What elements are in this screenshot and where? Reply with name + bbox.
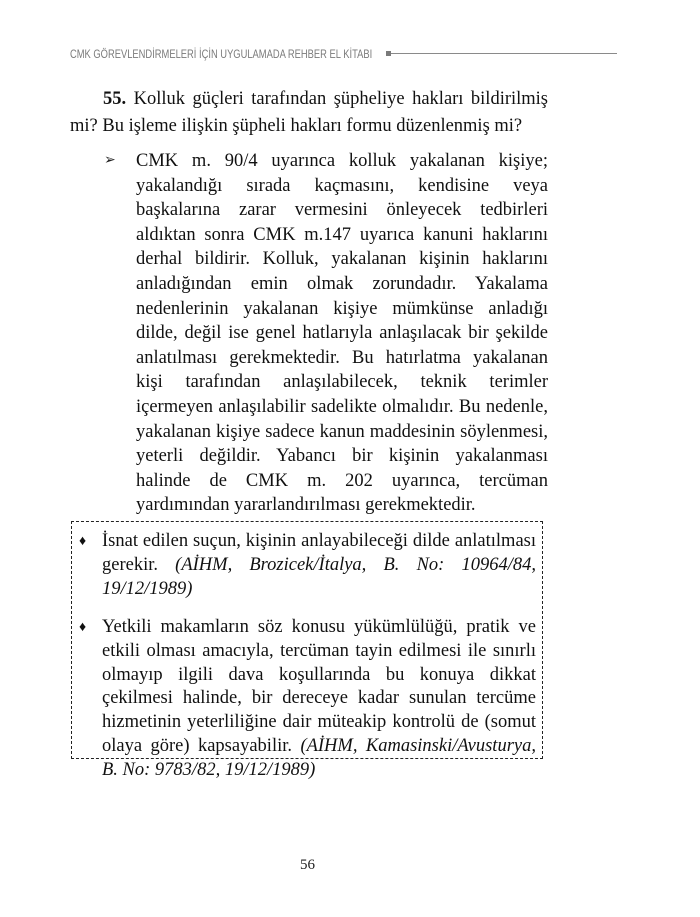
question-number: 55. <box>103 89 127 109</box>
running-header-title: CMK GÖREVLENDİRMELERİ İÇİN UYGULAMADA REHBER EL KİTABI <box>70 47 373 61</box>
case-law-text: İsnat edilen suçun, kişinin anlayabileceği dilde anlatılması gerekir. <box>102 531 536 575</box>
case-law-citation: (AİHM, Kamasinski/Avusturya, B. No: 9783/82, 19/12/1989) <box>102 735 536 780</box>
case-law-text: Yetkili makamların söz konusu yükümlülüğü, pratik ve etkili olması amacıyla, tercüman tayin edilmesi ile sınırlı olmayıp ilgili dava koşullarında bu konuya dikkat çekilmesi halinde, bir dereceye kadar sunulan tercüme hizmetinin yeterliliğine dair müteakip kontrolü de (somut olaya göre) kapsayabilir. <box>102 617 536 756</box>
case-law-box <box>71 521 543 780</box>
question-text: Kolluk güçleri tarafından şüpheliye hakları bildirilmiş mi? Bu işleme ilişkin şüpheli hakları formu düzenlenmiş mi? <box>70 89 549 136</box>
case-law-item <box>72 616 542 783</box>
running-header <box>70 45 550 63</box>
header-rule <box>391 53 617 54</box>
diamond-bullet-icon: ♦ <box>79 620 87 635</box>
answer-text: CMK m. 90/4 uyarınca kolluk yakalanan kişiye; yakalandığı sırada kaçmasını, kendisine veya başkalarına zarar vermesini önleyecek tedbirleri aldıktan sonra CMK m.147 uyarıca kanuni haklarını derhal bildirir. Kolluk, yakalanan kişinin haklarını anladığından emin olmak zorundadır. Yakalama nedenlerinin yakalanan kişiye mümkünse anladığı dilde, değil ise genel hatlarıyla anlaşılacak bir şekilde anlatılması gerekmektedir. Bu hatırlatma yakalanan kişi tarafından anlaşılabilecek, teknik terimler içermeyen anlaşılabilir sadelikte olmalıdır. Bu nedenle, yakalanan kişiye sadece kanun maddesinin söylenmesi, yeterli değildir. Yabancı bir kişinin yakalanması halinde de CMK m. 202 uyarınca, tercüman yardımından yararlandırılması gerekmektedir. <box>136 151 548 516</box>
diamond-bullet-icon: ♦ <box>79 534 87 549</box>
case-law-item-content <box>102 616 536 783</box>
arrow-right-icon: ➢ <box>104 153 116 168</box>
case-law-citation: (AİHM, Brozicek/İtalya, B. No: 10964/84, 19/12/1989) <box>102 554 536 599</box>
page-number: 56 <box>300 857 315 873</box>
case-law-item-content <box>102 530 536 601</box>
answer-block <box>104 149 548 518</box>
case-law-item <box>72 530 542 601</box>
question <box>70 86 548 140</box>
